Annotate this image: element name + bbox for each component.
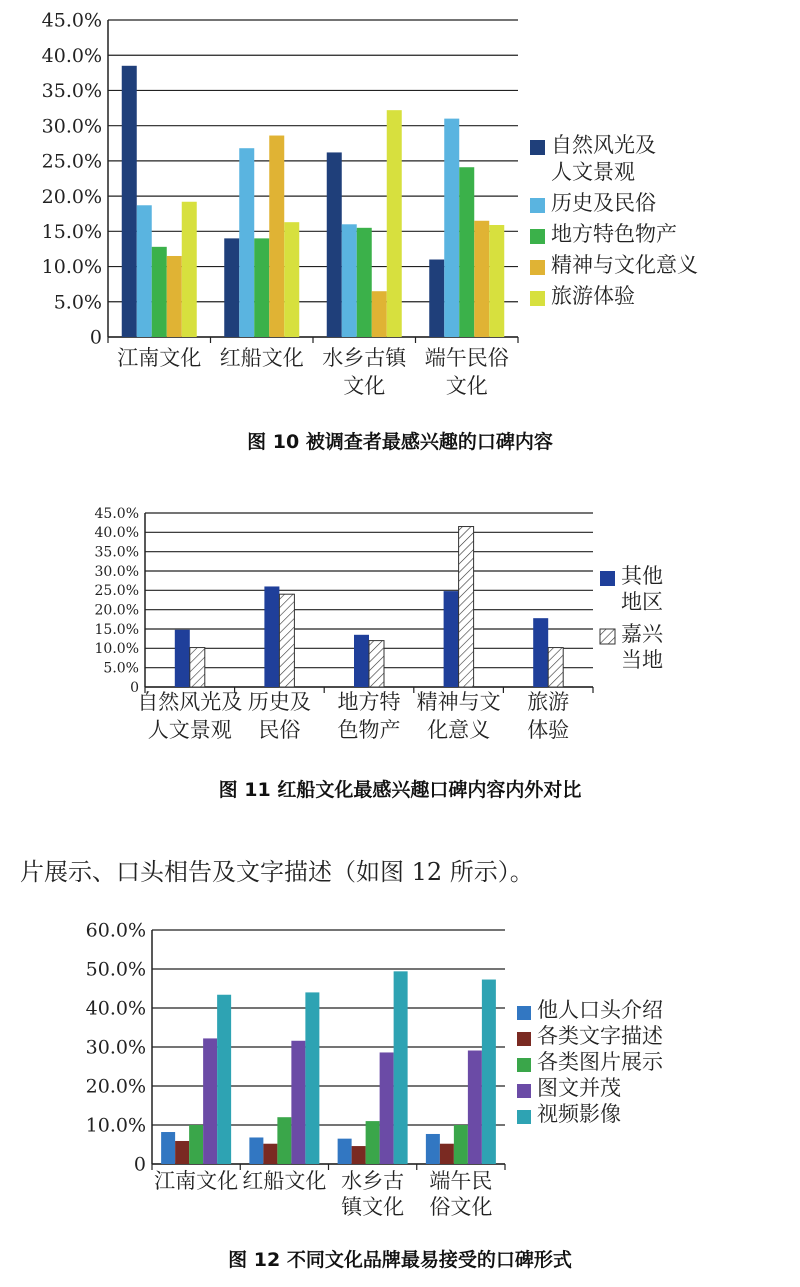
- bar: [167, 256, 182, 337]
- y-tick-label: 0: [133, 1153, 146, 1176]
- bar: [468, 1051, 482, 1164]
- bar: [444, 591, 459, 687]
- x-category-label: 民俗: [258, 718, 301, 742]
- y-tick-label: 25.0%: [94, 583, 139, 600]
- bar: [354, 635, 369, 687]
- legend-swatch: [530, 198, 545, 213]
- bar: [182, 202, 197, 337]
- x-category-label: 人文景观: [147, 718, 232, 742]
- bar: [263, 1144, 277, 1164]
- y-tick-label: 20.0%: [94, 602, 139, 619]
- bar: [342, 224, 357, 337]
- legend-label: 他人口头介绍: [537, 998, 663, 1022]
- y-tick-label: 50.0%: [85, 958, 146, 981]
- bar: [327, 152, 342, 337]
- bar: [533, 618, 548, 687]
- x-category-label: 色物产: [337, 718, 401, 742]
- x-category-label: 旅游: [527, 690, 570, 714]
- y-tick-label: 25.0%: [41, 150, 102, 173]
- bar: [394, 971, 408, 1164]
- y-tick-label: 30.0%: [85, 1036, 146, 1059]
- chart-interest-content: [0, 0, 800, 420]
- x-category-label: 红船文化: [219, 346, 304, 370]
- x-category-label: 水乡古: [341, 1169, 405, 1193]
- x-category-label: 文化: [343, 374, 386, 398]
- x-category-label: 俗文化: [429, 1195, 493, 1219]
- bar: [277, 1117, 291, 1164]
- y-tick-label: 0: [130, 679, 139, 696]
- bar: [454, 1125, 468, 1164]
- legend-swatch: [517, 1110, 531, 1124]
- y-tick-label: 40.0%: [94, 525, 139, 542]
- bar: [338, 1139, 352, 1164]
- legend-swatch: [517, 1084, 531, 1098]
- legend-swatch: [530, 140, 545, 155]
- legend-label: 嘉兴: [621, 622, 663, 646]
- bar: [429, 260, 444, 337]
- legend-label: 地区: [621, 590, 663, 614]
- x-category-label: 江南文化: [154, 1169, 239, 1193]
- x-category-label: 地方特: [337, 690, 401, 714]
- bar: [224, 238, 239, 337]
- bar: [239, 148, 254, 337]
- figure-12-caption: 图 12 不同文化品牌最易接受的口碑形式: [228, 1249, 572, 1271]
- bar: [137, 205, 152, 337]
- legend-label: 其他: [621, 564, 663, 588]
- y-tick-label: 20.0%: [41, 185, 102, 208]
- bar: [217, 995, 231, 1164]
- x-category-label: 镇文化: [341, 1195, 405, 1219]
- bar: [279, 594, 294, 687]
- y-tick-label: 0: [89, 326, 102, 349]
- bar: [357, 228, 372, 337]
- legend-label: 各类图片展示: [537, 1050, 663, 1074]
- x-category-label: 体验: [527, 718, 570, 742]
- bar: [380, 1052, 394, 1164]
- x-category-label: 化意义: [427, 718, 491, 742]
- chart-accepted-forms: [0, 915, 800, 1235]
- y-tick-label: 15.0%: [41, 220, 102, 243]
- bar: [366, 1121, 380, 1164]
- bar: [489, 225, 504, 337]
- bar: [249, 1137, 263, 1164]
- bar: [459, 167, 474, 337]
- bar: [474, 221, 489, 337]
- bar: [426, 1134, 440, 1164]
- x-category-label: 精神与文: [416, 690, 501, 714]
- figure-11-caption: 图 11 红船文化最感兴趣口碑内容内外对比: [218, 779, 582, 801]
- bar: [254, 238, 269, 337]
- legend-label: 人文景观: [551, 160, 635, 184]
- x-category-label: 端午民: [429, 1169, 493, 1193]
- figure-10-caption: 图 10 被调查者最感兴趣的口碑内容: [247, 431, 553, 453]
- bar: [440, 1144, 454, 1164]
- legend-swatch: [530, 229, 545, 244]
- bar: [284, 222, 299, 337]
- legend-swatch: [517, 1058, 531, 1072]
- bar: [152, 247, 167, 337]
- legend-label: 精神与文化意义: [551, 253, 698, 277]
- y-tick-label: 10.0%: [41, 256, 102, 279]
- bar: [372, 291, 387, 337]
- y-tick-label: 45.0%: [41, 9, 102, 32]
- y-tick-label: 20.0%: [85, 1075, 146, 1098]
- legend-label: 视频影像: [537, 1102, 621, 1126]
- legend-swatch: [517, 1006, 531, 1020]
- legend-swatch: [600, 571, 615, 586]
- bar: [269, 136, 284, 337]
- x-category-label: 端午民俗: [424, 346, 509, 370]
- y-tick-label: 10.0%: [94, 641, 139, 658]
- legend-label: 各类文字描述: [537, 1024, 663, 1048]
- x-category-label: 自然风光及: [137, 690, 243, 714]
- y-tick-label: 45.0%: [94, 505, 139, 522]
- bar: [352, 1146, 366, 1164]
- legend-label: 旅游体验: [551, 284, 635, 308]
- y-tick-label: 5.0%: [53, 291, 102, 314]
- bar: [369, 641, 384, 687]
- y-tick-label: 35.0%: [41, 80, 102, 103]
- bar: [444, 119, 459, 337]
- y-tick-label: 30.0%: [41, 115, 102, 138]
- legend-label: 自然风光及: [551, 133, 656, 157]
- y-tick-label: 35.0%: [94, 544, 139, 561]
- y-tick-label: 15.0%: [94, 621, 139, 638]
- bar: [291, 1041, 305, 1164]
- x-category-label: 红船文化: [242, 1169, 327, 1193]
- legend-label: 历史及民俗: [551, 191, 656, 215]
- bar: [190, 648, 205, 687]
- x-category-label: 文化: [445, 374, 488, 398]
- bar: [387, 110, 402, 337]
- x-category-label: 水乡古镇: [322, 346, 407, 370]
- y-tick-label: 40.0%: [41, 44, 102, 67]
- y-tick-label: 30.0%: [94, 563, 139, 580]
- legend-swatch: [530, 291, 545, 306]
- y-tick-label: 40.0%: [85, 997, 146, 1020]
- chart-hongchuan-comparison: [0, 505, 800, 775]
- legend-swatch: [530, 260, 545, 275]
- bar: [305, 992, 319, 1164]
- x-category-label: 历史及: [247, 690, 311, 714]
- bar: [175, 630, 190, 687]
- legend-swatch: [517, 1032, 531, 1046]
- bar: [264, 586, 279, 687]
- bar: [548, 648, 563, 687]
- bar: [203, 1038, 217, 1164]
- bar: [459, 527, 474, 687]
- bar: [189, 1125, 203, 1164]
- legend-swatch: [600, 629, 615, 644]
- bar: [161, 1132, 175, 1164]
- legend-label: 图文并茂: [537, 1076, 621, 1100]
- y-tick-label: 10.0%: [85, 1114, 146, 1137]
- body-text-line: 片展示、口头相告及文字描述（如图 12 所示）。: [20, 858, 534, 886]
- bar: [122, 66, 137, 337]
- bar: [482, 980, 496, 1164]
- x-category-label: 江南文化: [117, 346, 202, 370]
- y-tick-label: 60.0%: [85, 919, 146, 942]
- legend-label: 地方特色物产: [551, 222, 677, 246]
- legend-label: 当地: [621, 648, 663, 672]
- bar: [175, 1141, 189, 1164]
- y-tick-label: 5.0%: [103, 660, 139, 677]
